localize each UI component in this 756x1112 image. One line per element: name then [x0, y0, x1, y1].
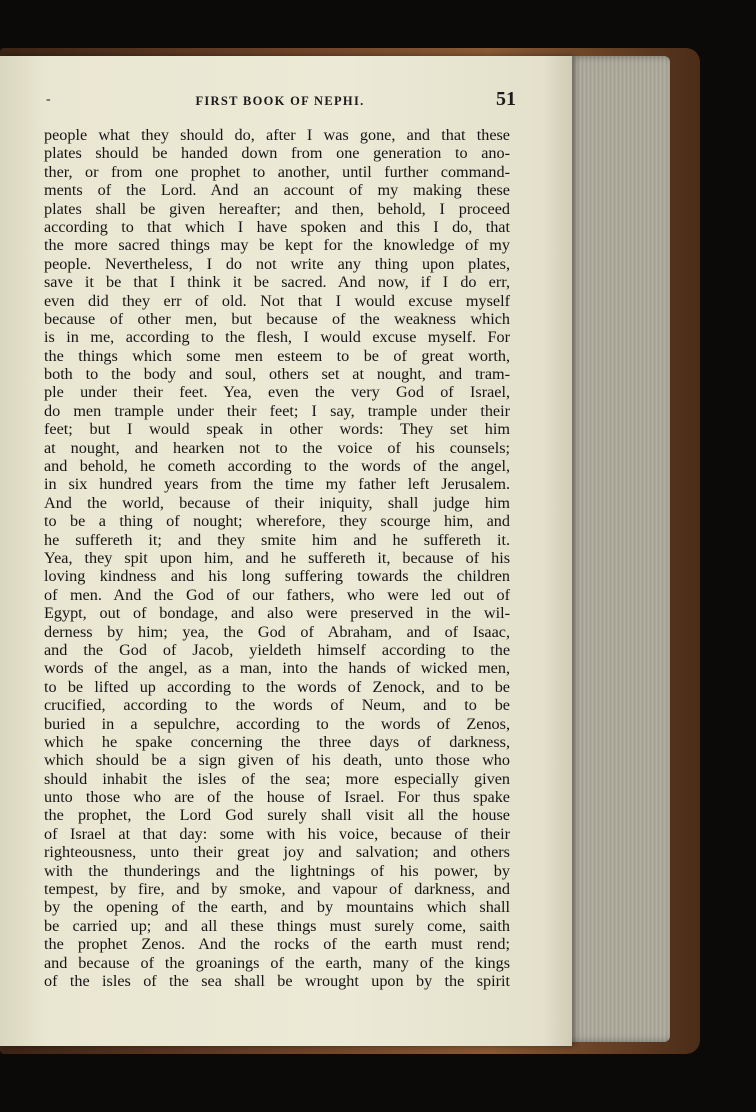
- text-line: of the isles of the sea shall be wrought upon by the spirit: [44, 971, 510, 990]
- text-line: in six hundred years from the time my father left Jerusalem.: [44, 475, 510, 494]
- text-line: both to the body and soul, others set at nought, and tram-: [44, 365, 510, 384]
- text-line: ments of the Lord. And an account of my making these: [44, 181, 510, 200]
- text-line: Yea, they spit upon him, and he suffereth it, because of his: [44, 548, 510, 567]
- text-line: is in me, according to the flesh, I would excuse myself. For: [44, 328, 510, 347]
- page-number: 51: [496, 88, 516, 110]
- text-line: people what they should do, after I was gone, and that these: [44, 126, 510, 144]
- text-line: because of other men, but because of the weakness which: [44, 309, 510, 328]
- text-line: the things which some men esteem to be of great worth,: [44, 346, 510, 365]
- text-line: feet; but I would speak in other words: They set him: [44, 420, 510, 439]
- text-line: And the world, because of their iniquity, shall judge him: [44, 493, 510, 512]
- page-header: [44, 90, 516, 114]
- text-line: even did they err of old. Not that I would excuse myself: [44, 291, 510, 310]
- text-line: the prophet Zenos. And the rocks of the earth must rend;: [44, 935, 510, 954]
- text-line: the more sacred things may be kept for the knowledge of my: [44, 236, 510, 255]
- text-line: which should be a sign given of his death, unto those who: [44, 751, 510, 770]
- text-line: buried in a sepulchre, according to the words of Zenos,: [44, 714, 510, 733]
- text-line: plates should be handed down from one generation to ano-: [44, 144, 510, 163]
- text-line: and the God of Jacob, yieldeth himself according to the: [44, 640, 510, 659]
- text-line: the prophet, the Lord God surely shall visit all the house: [44, 806, 510, 825]
- text-line: at nought, and hearken not to the voice of his counsels;: [44, 438, 510, 457]
- running-title: FIRST BOOK OF NEPHI.: [195, 94, 365, 108]
- text-line: of Israel at that day: some with his voice, because of their: [44, 824, 510, 843]
- text-line: and because of the groanings of the earth, many of the kings: [44, 953, 510, 972]
- text-line: Egypt, out of bondage, and also were preserved in the wil-: [44, 604, 510, 623]
- text-line: by the opening of the earth, and by mountains which shall: [44, 898, 510, 917]
- text-line: derness by him; yea, the God of Abraham, and of Isaac,: [44, 622, 510, 641]
- text-line: words of the angel, as a man, into the hands of wicked men,: [44, 659, 510, 678]
- text-line: righteousness, unto their great joy and salvation; and others: [44, 843, 510, 862]
- text-line: ther, or from one prophet to another, until further command-: [44, 162, 510, 181]
- text-line: should inhabit the isles of the sea; more especially given: [44, 769, 510, 788]
- text-line: according to that which I have spoken and this I do, that: [44, 217, 510, 236]
- text-line: to be a thing of nought; wherefore, they scourge him, and: [44, 512, 510, 531]
- text-line: he suffereth it; and they smite him and he suffereth it.: [44, 530, 510, 549]
- text-line: people. Nevertheless, I do not write any thing upon plates,: [44, 254, 510, 273]
- text-line: loving kindness and his long suffering towards the children: [44, 567, 510, 586]
- page-edges: [566, 56, 670, 1042]
- book-page: [0, 56, 572, 1046]
- text-line: save it be that I think it be sacred. And now, if I do err,: [44, 273, 510, 292]
- text-line: of men. And the God of our fathers, who were led out of: [44, 585, 510, 604]
- page-text: [44, 126, 510, 990]
- text-line: plates shall be given hereafter; and then, behold, I proceed: [44, 199, 510, 218]
- text-line: with the thunderings and the lightnings of his power, by: [44, 861, 510, 880]
- text-line: do men trample under their feet; I say, trample under their: [44, 401, 510, 420]
- text-line: be carried up; and all these things must surely come, saith: [44, 916, 510, 935]
- text-line: ple under their feet. Yea, even the very God of Israel,: [44, 383, 510, 402]
- text-line: tempest, by fire, and by smoke, and vapour of darkness, and: [44, 880, 510, 899]
- text-line: which he spake concerning the three days of darkness,: [44, 732, 510, 751]
- text-line: crucified, according to the words of Neum, and to be: [44, 696, 510, 715]
- text-line: to be lifted up according to the words of Zenock, and to be: [44, 677, 510, 696]
- text-line: and behold, he cometh according to the words of the angel,: [44, 457, 510, 476]
- text-line: unto those who are of the house of Israel. For thus spake: [44, 788, 510, 807]
- header-dash: -: [46, 92, 51, 107]
